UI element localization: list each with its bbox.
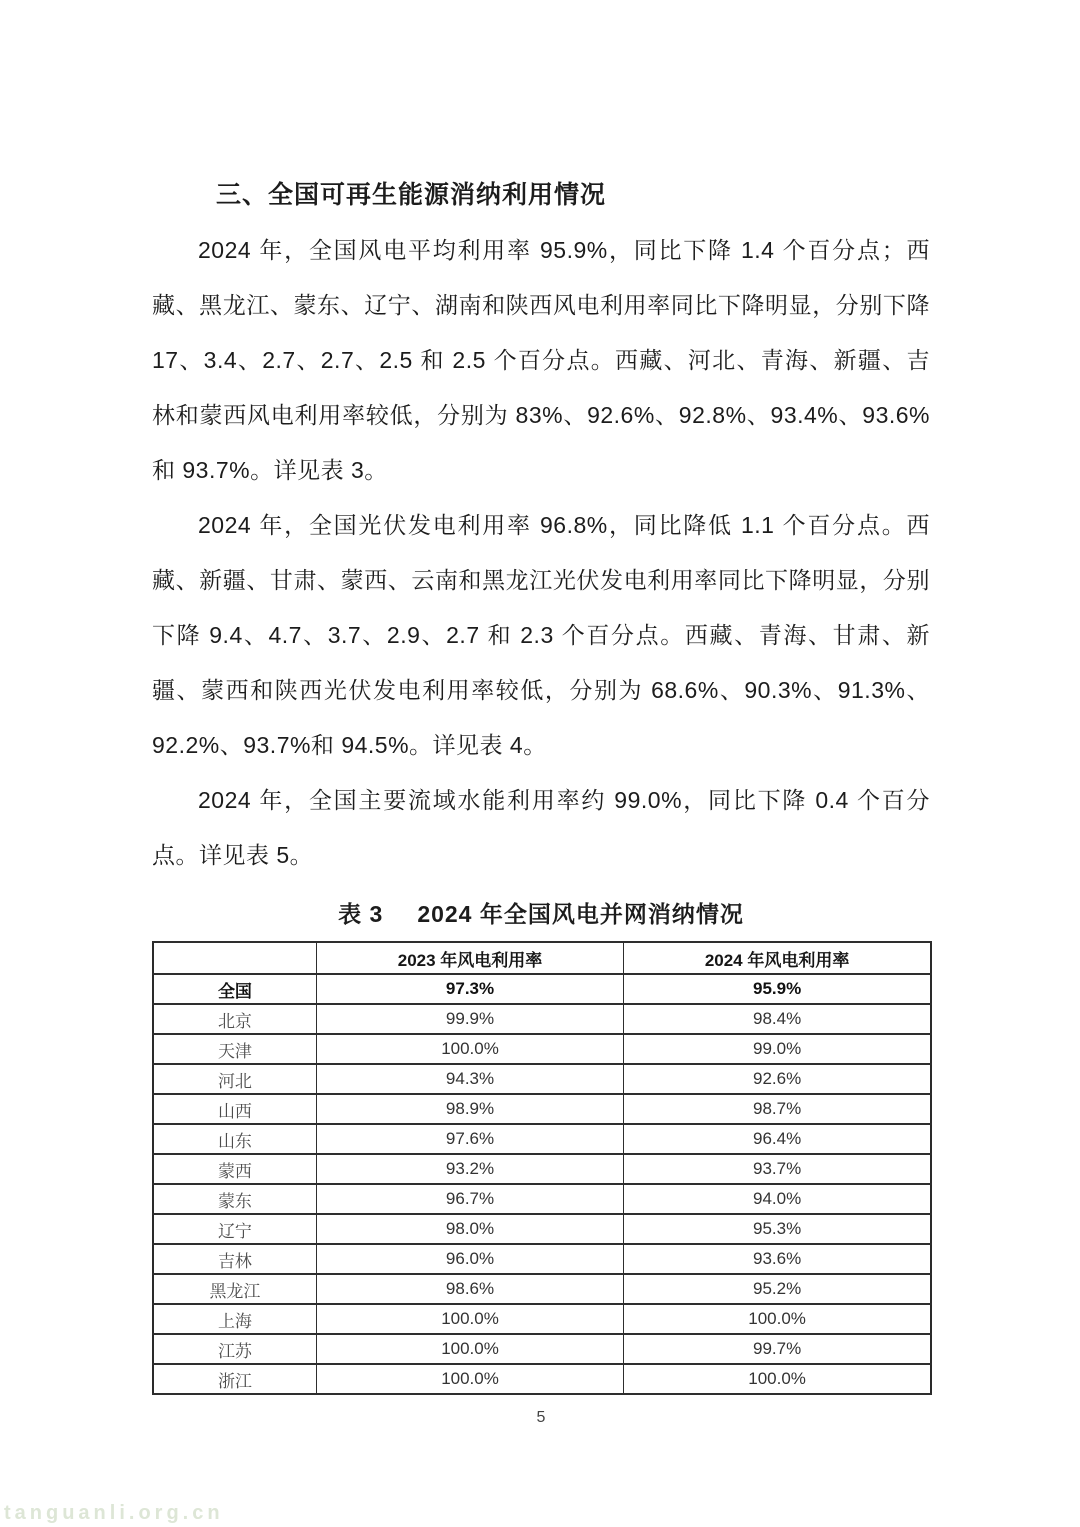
table-row (153, 1094, 931, 1124)
value-2024-cell: 92.6% (624, 1064, 931, 1094)
region-cell: 山西 (153, 1094, 316, 1124)
table-row (153, 974, 931, 1004)
value-2024-cell: 100.0% (624, 1304, 931, 1334)
value-2024-cell: 98.4% (624, 1004, 931, 1034)
table-row (153, 1004, 931, 1034)
region-cell: 全国 (153, 974, 316, 1004)
paragraph-hydro: 2024 年，全国主要流域水能利用率约 99.0%，同比下降 0.4 个百分点。详见表 5。 (152, 787, 930, 868)
value-2024-cell: 95.9% (624, 974, 931, 1004)
table-caption (152, 889, 930, 939)
region-cell: 江苏 (153, 1334, 316, 1364)
wind-utilization-table (152, 941, 932, 1395)
value-2023-cell: 94.3% (316, 1064, 623, 1094)
value-2023-cell: 98.6% (316, 1274, 623, 1304)
value-2023-cell: 93.2% (316, 1154, 623, 1184)
region-cell: 蒙西 (153, 1154, 316, 1184)
table-row (153, 1304, 931, 1334)
value-2023-cell: 97.3% (316, 974, 623, 1004)
value-2024-cell: 98.7% (624, 1094, 931, 1124)
page-number: 5 (536, 1409, 546, 1426)
value-2024-cell: 93.6% (624, 1244, 931, 1274)
table-row (153, 1274, 931, 1304)
region-cell: 河北 (153, 1064, 316, 1094)
region-cell: 辽宁 (153, 1214, 316, 1244)
table-header-row (153, 942, 931, 974)
table-row (153, 1214, 931, 1244)
value-2024-cell: 100.0% (624, 1364, 931, 1394)
region-cell: 北京 (153, 1004, 316, 1034)
table-row (153, 1184, 931, 1214)
paragraph-wind: 2024 年，全国风电平均利用率 95.9%，同比下降 1.4 个百分点；西藏、黑龙江、蒙东、辽宁、湖南和陕西风电利用率同比下降明显，分别下降 17、3.4、2.7、2.7、2.5 和 2.5 个百分点。西藏、河北、青海、新疆、吉林和蒙西风电利用率较低，分别为 83%、92.6%、92.8%、93.4%、93.6%和 93.7%。详见表 3。 (152, 237, 930, 483)
value-2024-cell: 99.7% (624, 1334, 931, 1364)
watermark: tanguanli.org.cn (4, 1502, 224, 1524)
value-2023-cell: 100.0% (316, 1334, 623, 1364)
value-2024-cell: 94.0% (624, 1184, 931, 1214)
value-2023-cell: 100.0% (316, 1304, 623, 1334)
table-caption-label: 表 3 (338, 901, 384, 927)
region-cell: 山东 (153, 1124, 316, 1154)
value-2023-cell: 96.0% (316, 1244, 623, 1274)
table-row (153, 1334, 931, 1364)
table-row (153, 1154, 931, 1184)
region-cell: 黑龙江 (153, 1274, 316, 1304)
value-2023-cell: 99.9% (316, 1004, 623, 1034)
paragraph-solar: 2024 年，全国光伏发电利用率 96.8%，同比降低 1.1 个百分点。西藏、新疆、甘肃、蒙西、云南和黑龙江光伏发电利用率同比下降明显，分别下降 9.4、4.7、3.7、2.9、2.7 和 2.3 个百分点。西藏、青海、甘肃、新疆、蒙西和陕西光伏发电利用率较低，分别为 68.6%、90.3%、91.3%、92.2%、93.7%和 94.5%。详见表 4。 (152, 512, 930, 758)
region-cell: 蒙东 (153, 1184, 316, 1214)
region-cell: 浙江 (153, 1364, 316, 1394)
table-row (153, 1034, 931, 1064)
header-2023: 2023 年风电利用率 (316, 942, 623, 974)
value-2023-cell: 100.0% (316, 1364, 623, 1394)
value-2023-cell: 100.0% (316, 1034, 623, 1064)
value-2023-cell: 98.9% (316, 1094, 623, 1124)
table-row (153, 1364, 931, 1394)
value-2024-cell: 93.7% (624, 1154, 931, 1184)
value-2023-cell: 97.6% (316, 1124, 623, 1154)
region-cell: 上海 (153, 1304, 316, 1334)
value-2023-cell: 98.0% (316, 1214, 623, 1244)
header-2024: 2024 年风电利用率 (624, 942, 931, 974)
table-row (153, 1244, 931, 1274)
region-cell: 天津 (153, 1034, 316, 1064)
region-cell: 吉林 (153, 1244, 316, 1274)
table-row (153, 1124, 931, 1154)
table-caption-title: 2024 年全国风电并网消纳情况 (417, 901, 744, 927)
value-2024-cell: 95.2% (624, 1274, 931, 1304)
value-2024-cell: 99.0% (624, 1034, 931, 1064)
section-heading: 三、全国可再生能源消纳利用情况 (216, 181, 607, 209)
value-2024-cell: 96.4% (624, 1124, 931, 1154)
value-2024-cell: 95.3% (624, 1214, 931, 1244)
table-row (153, 1064, 931, 1094)
value-2023-cell: 96.7% (316, 1184, 623, 1214)
header-region (153, 942, 316, 974)
